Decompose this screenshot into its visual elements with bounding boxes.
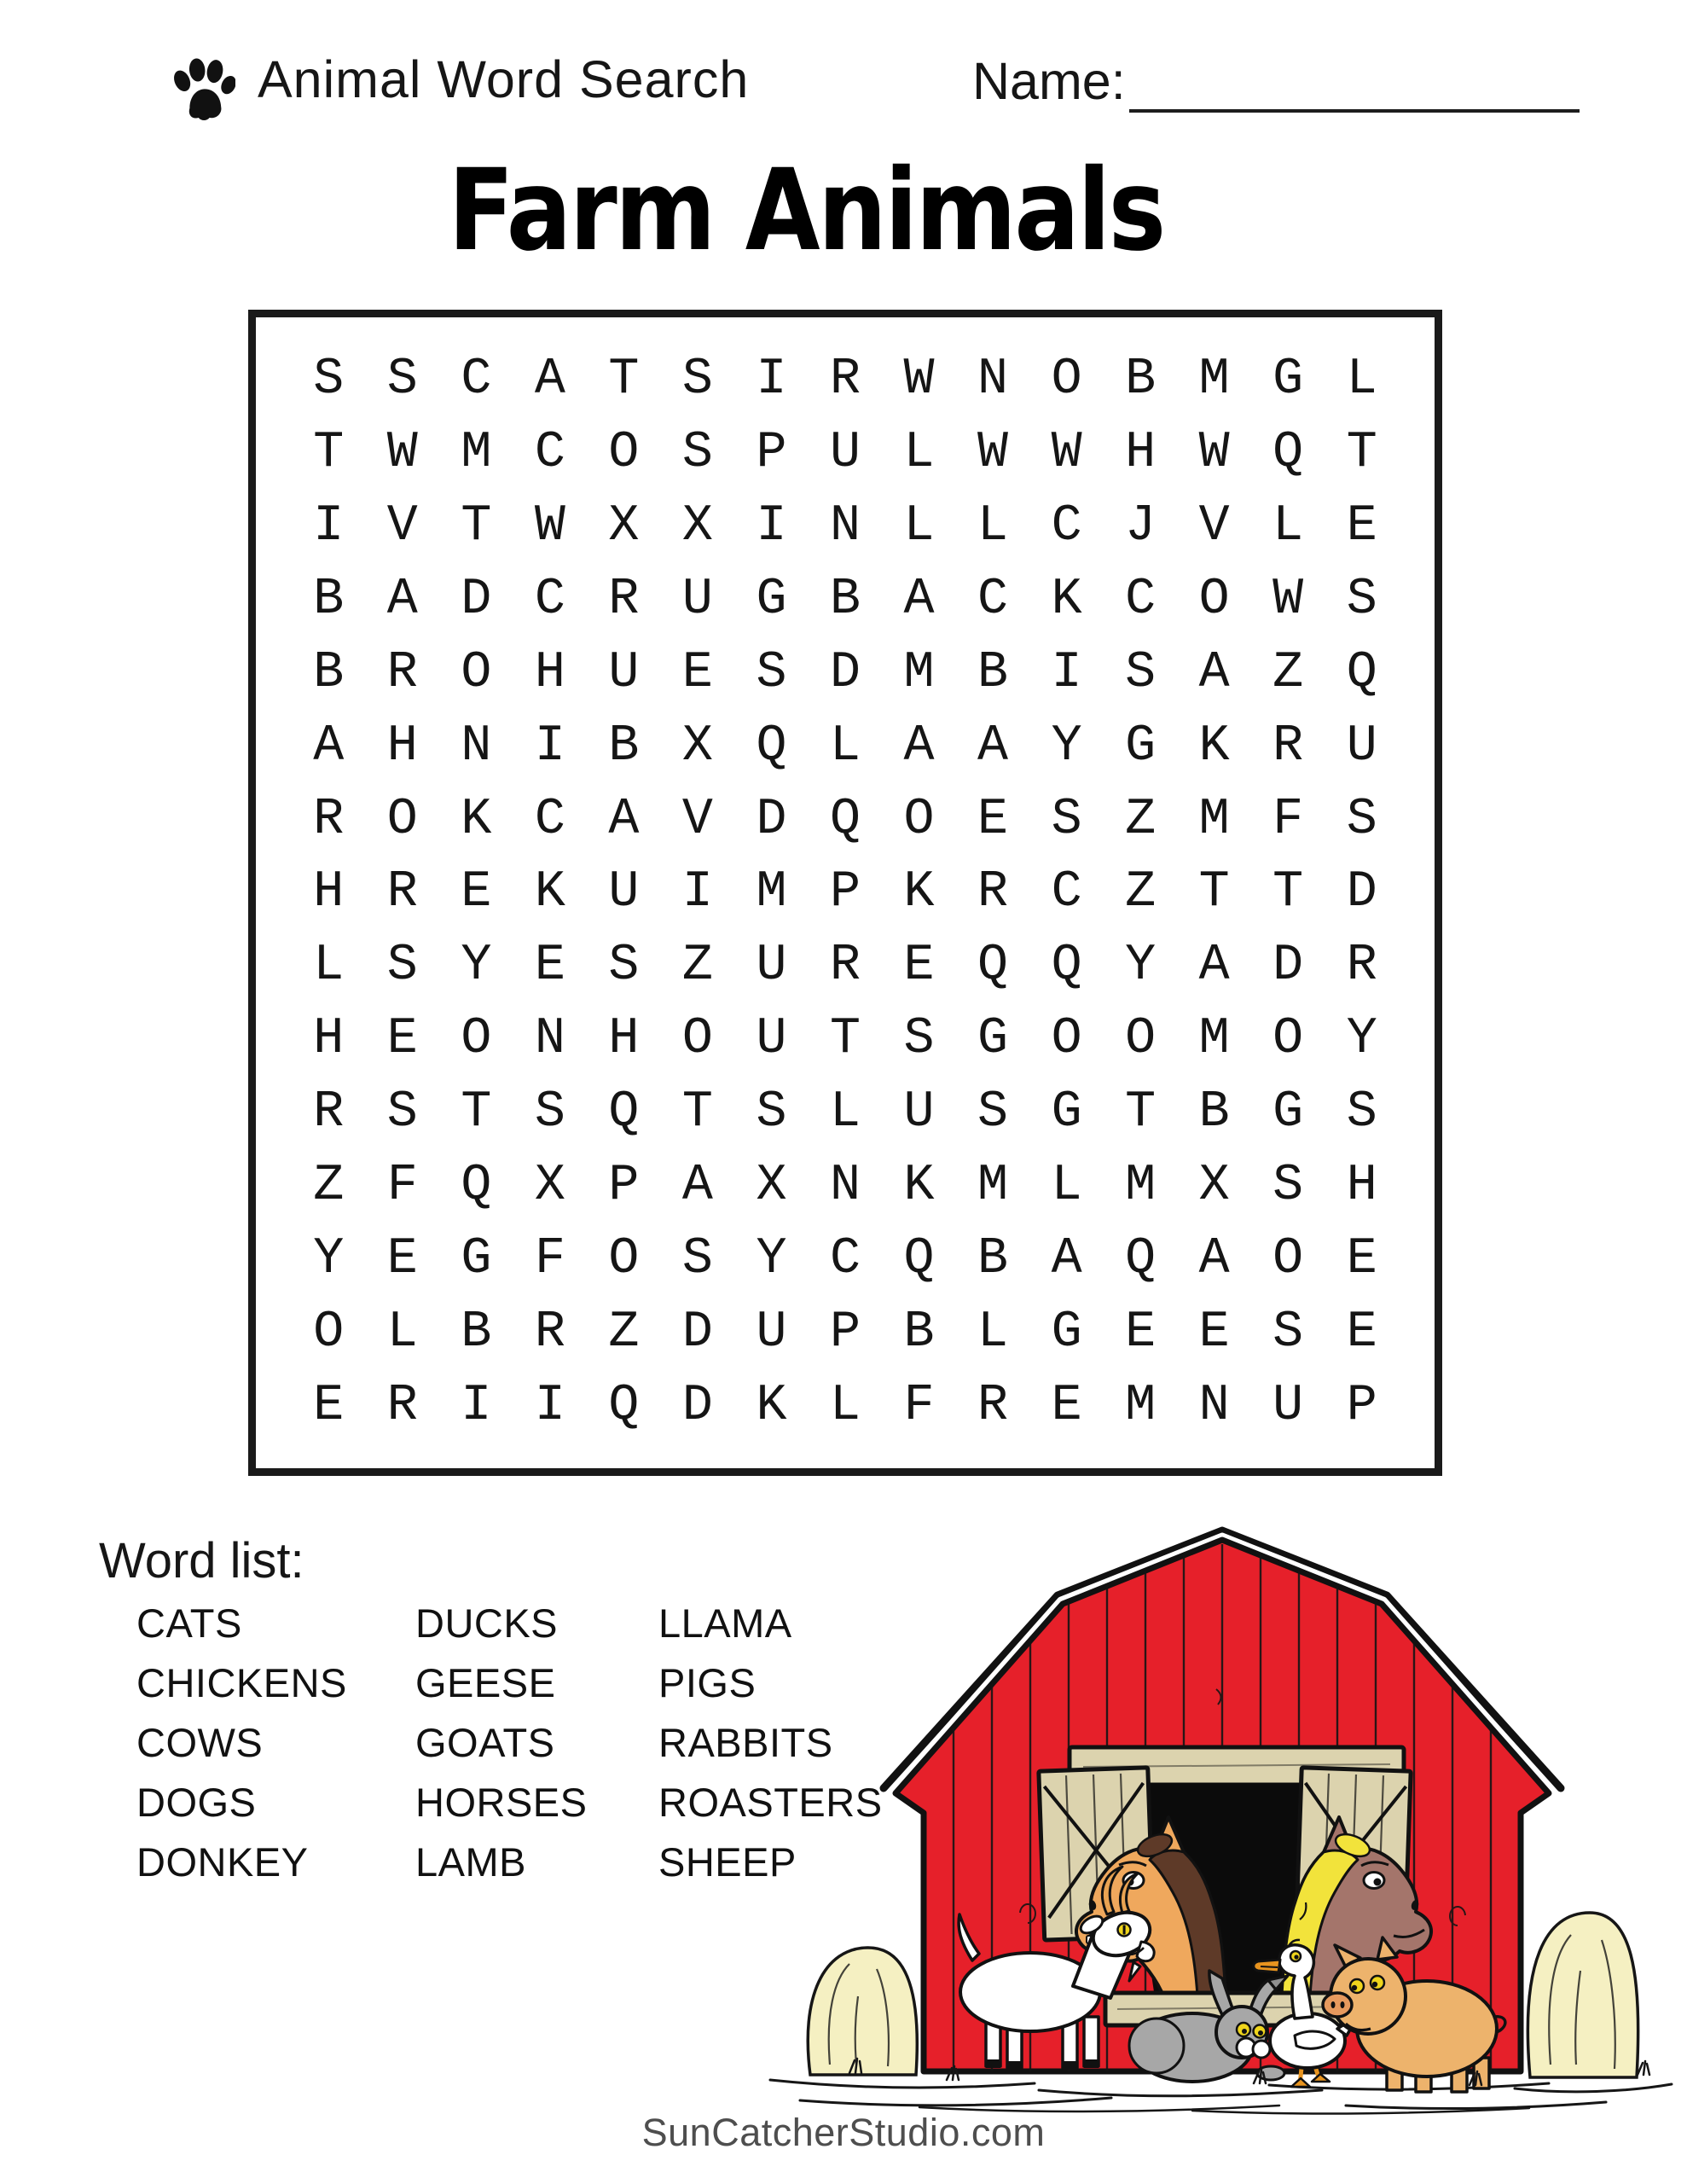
grid-letter: I bbox=[461, 1377, 492, 1436]
grid-letter: S bbox=[903, 1010, 935, 1069]
grid-letter: L bbox=[386, 1304, 418, 1362]
grid-letter: Q bbox=[977, 937, 1009, 996]
grid-letter: B bbox=[829, 570, 861, 629]
grid-letter: D bbox=[829, 643, 861, 702]
grid-letter: X bbox=[534, 1157, 565, 1216]
grid-letter: O bbox=[1051, 1010, 1082, 1069]
grid-letter: T bbox=[313, 423, 345, 482]
grid-letter: R bbox=[977, 863, 1009, 922]
grid-letter: M bbox=[977, 1157, 1009, 1216]
word-list-item: LAMB bbox=[415, 1839, 526, 1885]
grid-letter: X bbox=[1198, 1157, 1230, 1216]
word-list-item: DUCKS bbox=[415, 1600, 559, 1646]
grid-letter: I bbox=[313, 497, 345, 555]
grid-letter: M bbox=[1125, 1377, 1157, 1436]
grid-letter: H bbox=[386, 717, 418, 775]
grid-letter: K bbox=[534, 863, 565, 922]
grid-letter: X bbox=[681, 717, 713, 775]
grid-letter: S bbox=[534, 1083, 565, 1142]
grid-letter: U bbox=[756, 1010, 787, 1069]
grid-letter: R bbox=[608, 570, 640, 629]
grid-letter: S bbox=[1125, 643, 1157, 702]
grid-letter: O bbox=[386, 790, 418, 849]
grid-letter: H bbox=[313, 1010, 345, 1069]
grid-letter: Z bbox=[1272, 643, 1304, 702]
grid-letter: L bbox=[1346, 350, 1377, 409]
grid-letter: E bbox=[386, 1230, 418, 1289]
grid-letter: E bbox=[977, 790, 1009, 849]
grid-letter: B bbox=[903, 1304, 935, 1362]
grid-letter: I bbox=[534, 717, 565, 775]
grid-letter: B bbox=[1125, 350, 1157, 409]
word-list-item: DONKEY bbox=[136, 1839, 309, 1885]
grid-letter: Z bbox=[608, 1304, 640, 1362]
grid-letter: C bbox=[829, 1230, 861, 1289]
word-list-item: GOATS bbox=[415, 1720, 555, 1765]
grid-letter: R bbox=[386, 863, 418, 922]
grid-letter: X bbox=[681, 497, 713, 555]
grid-letter: P bbox=[829, 1304, 861, 1362]
name-label: Name: bbox=[972, 52, 1126, 110]
grid-letter: A bbox=[977, 717, 1009, 775]
grid-letter: H bbox=[534, 643, 565, 702]
word-list-item: CHICKENS bbox=[136, 1660, 347, 1705]
grid-letter: T bbox=[681, 1083, 713, 1142]
grid-letter: V bbox=[386, 497, 418, 555]
footer-credit: SunCatcherStudio.com bbox=[641, 2111, 1046, 2154]
grid-letter: S bbox=[313, 350, 345, 409]
grid-letter: O bbox=[1198, 570, 1230, 629]
grid-letter: A bbox=[681, 1157, 713, 1216]
grid-letter: H bbox=[1125, 423, 1157, 482]
grid-letter: G bbox=[1051, 1083, 1082, 1142]
grid-letter: S bbox=[386, 350, 418, 409]
grid-letter: S bbox=[1272, 1157, 1304, 1216]
grid-letter: A bbox=[534, 350, 565, 409]
grid-letter: S bbox=[1346, 790, 1377, 849]
grid-letter: R bbox=[313, 1083, 345, 1142]
app-title: Animal Word Search bbox=[258, 50, 750, 108]
grid-letter: K bbox=[903, 1157, 935, 1216]
grid-letter: S bbox=[1346, 570, 1377, 629]
grid-letter: E bbox=[903, 937, 935, 996]
grid-letter: L bbox=[977, 497, 1009, 555]
grid-letter: S bbox=[977, 1083, 1009, 1142]
grid-letter: Y bbox=[1051, 717, 1082, 775]
grid-letter: H bbox=[1346, 1157, 1377, 1216]
paw-icon bbox=[167, 55, 235, 126]
word-list-item: SHEEP bbox=[658, 1839, 797, 1885]
grid-letter: Q bbox=[756, 717, 787, 775]
grid-letter: C bbox=[977, 570, 1009, 629]
grid-letter: C bbox=[461, 350, 492, 409]
grid-letter: S bbox=[756, 643, 787, 702]
word-list-item: HORSES bbox=[415, 1780, 588, 1825]
grid-letter: B bbox=[461, 1304, 492, 1362]
grid-letter: U bbox=[903, 1083, 935, 1142]
grid-letter: W bbox=[1051, 423, 1082, 482]
grid-letter: E bbox=[534, 937, 565, 996]
word-list-item: DOGS bbox=[136, 1780, 257, 1825]
grid-letter: X bbox=[756, 1157, 787, 1216]
grid-letter: A bbox=[1198, 937, 1230, 996]
grid-letter: D bbox=[461, 570, 492, 629]
grid-letter: M bbox=[903, 643, 935, 702]
letter-grid bbox=[248, 310, 1442, 1476]
grid-letter: Q bbox=[1051, 937, 1082, 996]
grid-letter: R bbox=[313, 790, 345, 849]
grid-letter: Q bbox=[461, 1157, 492, 1216]
grid-letter: S bbox=[386, 937, 418, 996]
hay-pile-left bbox=[808, 1948, 917, 2075]
grid-letter: G bbox=[756, 570, 787, 629]
grid-letter: A bbox=[386, 570, 418, 629]
grid-letter: A bbox=[1198, 643, 1230, 702]
grid-letter: L bbox=[829, 1083, 861, 1142]
grid-letter: R bbox=[829, 350, 861, 409]
grid-letter: D bbox=[1272, 937, 1304, 996]
grid-letter: S bbox=[1272, 1304, 1304, 1362]
word-list-item: ROASTERS bbox=[658, 1780, 883, 1825]
grid-letter: O bbox=[461, 643, 492, 702]
grid-letter: S bbox=[608, 937, 640, 996]
word-column bbox=[136, 1594, 347, 1892]
grid-letter: S bbox=[386, 1083, 418, 1142]
grid-letter: K bbox=[461, 790, 492, 849]
grid-letter: E bbox=[1051, 1377, 1082, 1436]
grid-letter: O bbox=[681, 1010, 713, 1069]
grid-letter: F bbox=[1272, 790, 1304, 849]
grid-letter: K bbox=[756, 1377, 787, 1436]
grid-letter: D bbox=[681, 1377, 713, 1436]
grid-letter: E bbox=[1346, 1304, 1377, 1362]
word-list-item: RABBITS bbox=[658, 1720, 833, 1765]
word-list-item: CATS bbox=[136, 1600, 242, 1646]
grid-letter: Y bbox=[756, 1230, 787, 1289]
grid-letter: A bbox=[903, 570, 935, 629]
grid-letter: I bbox=[534, 1377, 565, 1436]
grid-letter: M bbox=[756, 863, 787, 922]
word-list-heading: Word list: bbox=[99, 1533, 304, 1589]
grid-letter: Y bbox=[313, 1230, 345, 1289]
grid-letter: N bbox=[461, 717, 492, 775]
grid-letter: L bbox=[1051, 1157, 1082, 1216]
grid-letter: R bbox=[386, 643, 418, 702]
grid-letter: C bbox=[1125, 570, 1157, 629]
grid-letter: R bbox=[1346, 937, 1377, 996]
grid-letter: O bbox=[1272, 1230, 1304, 1289]
grid-letter: P bbox=[608, 1157, 640, 1216]
grid-letter: W bbox=[534, 497, 565, 555]
grid-letter: L bbox=[977, 1304, 1009, 1362]
grid-letter: Z bbox=[1125, 863, 1157, 922]
grid-letter: U bbox=[608, 643, 640, 702]
grid-letter: F bbox=[534, 1230, 565, 1289]
grid-letter: A bbox=[313, 717, 345, 775]
grid-letter: K bbox=[1198, 717, 1230, 775]
grid-letter: A bbox=[1198, 1230, 1230, 1289]
grid-letter: L bbox=[829, 1377, 861, 1436]
grid-letter: G bbox=[1272, 1083, 1304, 1142]
grid-letter: Q bbox=[903, 1230, 935, 1289]
grid-letter: G bbox=[1051, 1304, 1082, 1362]
grid-letter: O bbox=[1125, 1010, 1157, 1069]
grid-letter: S bbox=[1346, 1083, 1377, 1142]
grid-letter: S bbox=[681, 423, 713, 482]
word-list-item: PIGS bbox=[658, 1660, 757, 1705]
grid-letter: C bbox=[534, 570, 565, 629]
grid-letter: O bbox=[903, 790, 935, 849]
grid-letter: W bbox=[977, 423, 1009, 482]
grid-letter: V bbox=[1198, 497, 1230, 555]
word-list-item: GEESE bbox=[415, 1660, 556, 1705]
grid-letter: O bbox=[1051, 350, 1082, 409]
grid-letter: B bbox=[313, 570, 345, 629]
grid-letter: A bbox=[608, 790, 640, 849]
grid-letter: E bbox=[681, 643, 713, 702]
grid-letter: T bbox=[1346, 423, 1377, 482]
grid-letter: B bbox=[977, 1230, 1009, 1289]
grid-letter: S bbox=[1051, 790, 1082, 849]
grid-letter: C bbox=[1051, 863, 1082, 922]
word-list-item: LLAMA bbox=[658, 1600, 792, 1646]
grid-letter: W bbox=[386, 423, 418, 482]
grid-letter: B bbox=[313, 643, 345, 702]
grid-letter: M bbox=[461, 423, 492, 482]
grid-letter: O bbox=[608, 1230, 640, 1289]
grid-letter: E bbox=[1198, 1304, 1230, 1362]
grid-letter: U bbox=[681, 570, 713, 629]
grid-letter: V bbox=[681, 790, 713, 849]
grid-letter: D bbox=[756, 790, 787, 849]
grid-letter: N bbox=[1198, 1377, 1230, 1436]
grid-letter: F bbox=[903, 1377, 935, 1436]
grid-letter: S bbox=[681, 1230, 713, 1289]
grid-letter: T bbox=[1198, 863, 1230, 922]
grid-letter: M bbox=[1198, 1010, 1230, 1069]
grid-letter: Q bbox=[1125, 1230, 1157, 1289]
grid-letter: E bbox=[313, 1377, 345, 1436]
grid-letter: W bbox=[1272, 570, 1304, 629]
ground-lines bbox=[770, 2080, 1672, 2108]
grid-letter: T bbox=[461, 497, 492, 555]
grid-letter: T bbox=[1272, 863, 1304, 922]
grid-letter: Q bbox=[1272, 423, 1304, 482]
grid-letter: N bbox=[977, 350, 1009, 409]
grid-letter: U bbox=[608, 863, 640, 922]
grid-letter: Y bbox=[1125, 937, 1157, 996]
grid-letter: Y bbox=[461, 937, 492, 996]
grid-letter: S bbox=[756, 1083, 787, 1142]
grid-letter: A bbox=[1051, 1230, 1082, 1289]
grid-letter: L bbox=[829, 717, 861, 775]
grid-letter: G bbox=[977, 1010, 1009, 1069]
grid-letter: Q bbox=[608, 1377, 640, 1436]
grid-letter: L bbox=[903, 423, 935, 482]
grid-letter: G bbox=[1125, 717, 1157, 775]
grid-letter: Q bbox=[608, 1083, 640, 1142]
grid-letter: N bbox=[534, 1010, 565, 1069]
grid-letter: E bbox=[461, 863, 492, 922]
word-list-item: COWS bbox=[136, 1720, 264, 1765]
grid-letter: D bbox=[1346, 863, 1377, 922]
grid-letter: I bbox=[756, 497, 787, 555]
grid-letter: C bbox=[1051, 497, 1082, 555]
grid-letter: C bbox=[534, 423, 565, 482]
grid-letter: J bbox=[1125, 497, 1157, 555]
grid-letter: O bbox=[1272, 1010, 1304, 1069]
grid-letter: G bbox=[461, 1230, 492, 1289]
grid-letter: L bbox=[313, 937, 345, 996]
grid-letter: X bbox=[608, 497, 640, 555]
grid-letter: W bbox=[1198, 423, 1230, 482]
grid-letter: U bbox=[829, 423, 861, 482]
grid-letter: I bbox=[1051, 643, 1082, 702]
grid-letter: T bbox=[608, 350, 640, 409]
grid-letter: S bbox=[681, 350, 713, 409]
grid-letter: W bbox=[903, 350, 935, 409]
grid-letter: P bbox=[1346, 1377, 1377, 1436]
grid-letter: G bbox=[1272, 350, 1304, 409]
grid-letter: B bbox=[1198, 1083, 1230, 1142]
grid-letter: R bbox=[977, 1377, 1009, 1436]
grid-letter: O bbox=[608, 423, 640, 482]
grid-letter: P bbox=[829, 863, 861, 922]
grid-letter: I bbox=[681, 863, 713, 922]
grid-letter: K bbox=[1051, 570, 1082, 629]
grid-letter: R bbox=[534, 1304, 565, 1362]
word-column bbox=[415, 1594, 588, 1892]
grid-letter: E bbox=[386, 1010, 418, 1069]
grid-letter: M bbox=[1198, 790, 1230, 849]
hay-pile-right bbox=[1528, 1913, 1638, 2077]
grid-letter: M bbox=[1125, 1157, 1157, 1216]
grid-letter: Z bbox=[681, 937, 713, 996]
grid-letter: L bbox=[903, 497, 935, 555]
grid-letter: T bbox=[1125, 1083, 1157, 1142]
page-title: Farm Animals bbox=[448, 145, 1164, 276]
grid-letter: L bbox=[1272, 497, 1304, 555]
grid-letter: E bbox=[1346, 1230, 1377, 1289]
grid-letter: Q bbox=[829, 790, 861, 849]
grid-letter: N bbox=[829, 1157, 861, 1216]
barn-illustration bbox=[749, 1519, 1687, 2116]
grid-letter: T bbox=[461, 1083, 492, 1142]
grid-letter: K bbox=[903, 863, 935, 922]
grid-letter: Q bbox=[1346, 643, 1377, 702]
grid-letter: E bbox=[1125, 1304, 1157, 1362]
grid-letter: B bbox=[608, 717, 640, 775]
grid-letter: H bbox=[608, 1010, 640, 1069]
grid-letter: A bbox=[903, 717, 935, 775]
grid-letter: T bbox=[829, 1010, 861, 1069]
grid-letter: H bbox=[313, 863, 345, 922]
grid-letter: Z bbox=[313, 1157, 345, 1216]
grid-letter: P bbox=[756, 423, 787, 482]
grid-letter: O bbox=[461, 1010, 492, 1069]
grid-letter: N bbox=[829, 497, 861, 555]
grid-letter: D bbox=[681, 1304, 713, 1362]
name-input-line bbox=[1129, 60, 1580, 113]
grid-letter: R bbox=[386, 1377, 418, 1436]
grid-letter: U bbox=[756, 937, 787, 996]
grid-letter: I bbox=[756, 350, 787, 409]
grid-letter: O bbox=[313, 1304, 345, 1362]
grid-letter: F bbox=[386, 1157, 418, 1216]
grid-letter: U bbox=[1272, 1377, 1304, 1436]
grid-letter: C bbox=[534, 790, 565, 849]
grid-letter: U bbox=[1346, 717, 1377, 775]
grid-letter: B bbox=[977, 643, 1009, 702]
grid-letter: Y bbox=[1346, 1010, 1377, 1069]
grid-letter: R bbox=[829, 937, 861, 996]
grid-letter: R bbox=[1272, 717, 1304, 775]
grid-letter: E bbox=[1346, 497, 1377, 555]
grid-letter: Z bbox=[1125, 790, 1157, 849]
grid-letter: U bbox=[756, 1304, 787, 1362]
grid-letter: M bbox=[1198, 350, 1230, 409]
